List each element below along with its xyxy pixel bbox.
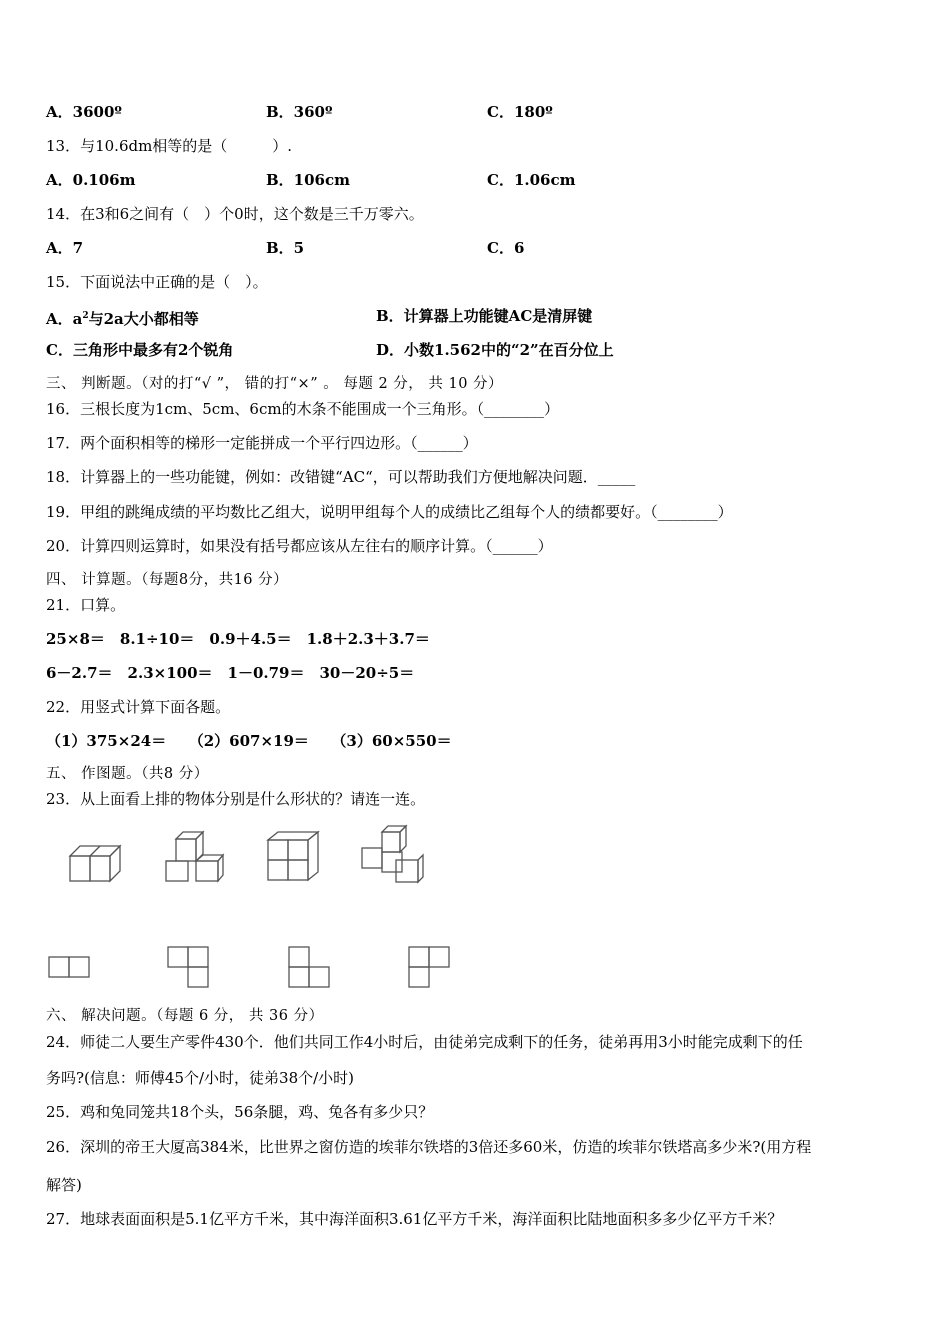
q12-option-a: A．3600º	[46, 103, 122, 121]
q25: 25．鸡和兔同笼共18个头，56条腿，鸡、兔各有多少只？	[46, 1103, 434, 1121]
section-4-heading: 四、 计算题。（每题8分，共16 分）	[46, 572, 289, 588]
top-view-shape-1	[46, 954, 92, 980]
q13-option-b: B．106cm	[266, 171, 350, 189]
q15-option-c: C．三角形中最多有2个锐角	[46, 341, 234, 359]
q21-row-1: 25×8＝ 8.1÷10＝ 0.9＋4.5＝ 1.8＋2.3＋3.7＝	[46, 630, 430, 648]
q14-option-c: C．6	[487, 239, 525, 257]
q26-line-1: 26．深圳的帝王大厦高384米，比世界之窗仿造的埃菲尔铁塔的3倍还多60米，仿造的埃菲尔铁塔高多少米?(用方程	[46, 1138, 812, 1156]
q23: 23．从上面看上排的物体分别是什么形状的？请连一连。	[46, 790, 426, 808]
q22-items: （1）375×24＝ （2）607×19＝ （3）60×550＝	[46, 732, 452, 750]
q17: 17．两个面积相等的梯形一定能拼成一个平行四边形。（______）	[46, 434, 478, 452]
q13-option-a: A．0.106m	[46, 171, 136, 189]
q12-option-b: B．360º	[266, 103, 333, 121]
q13-stem: 13．与10.6dm相等的是（ ）.	[46, 137, 293, 155]
q26-line-2: 解答)	[46, 1176, 82, 1194]
q21-row-2: 6－2.7＝ 2.3×100＝ 1－0.79＝ 30－20÷5＝	[46, 664, 415, 682]
cube-figure-2	[160, 826, 228, 888]
q27: 27．地球表面面积是5.1亿平方千米，其中海洋面积3.61亿平方千米，海洋面积比陆地面积多多少亿平方千米？	[46, 1210, 783, 1228]
top-view-shape-2	[165, 944, 213, 990]
cube-figure-4	[356, 822, 428, 888]
q19: 19．甲组的跳绳成绩的平均数比乙组大，说明甲组每个人的成绩比乙组每个人的绩都要好。（________）	[46, 503, 733, 521]
top-view-shape-4	[406, 944, 454, 990]
q13-option-c: C．1.06cm	[487, 171, 576, 189]
q24-line-1: 24．师徒二人要生产零件430个．他们共同工作4小时后，由徒弟完成剩下的任务，徒弟再用3小时能完成剩下的任	[46, 1033, 803, 1051]
q14-option-a: A．7	[46, 239, 84, 257]
q22: 22．用竖式计算下面各题。	[46, 698, 231, 716]
q15-option-a-exponent: 2	[82, 311, 89, 321]
q15-stem: 15．下面说法中正确的是（ ）。	[46, 273, 268, 291]
q18: 18．计算器上的一些功能键，例如：改错键“AC“，可以帮助我们方便地解决问题．_____	[46, 468, 636, 486]
q15-option-a-suffix: 与2a大小都相等	[88, 310, 199, 328]
section-6-heading: 六、 解决问题。（每题 6 分， 共 36 分）	[46, 1008, 324, 1024]
cube-figure-1	[62, 836, 128, 888]
q12-option-c: C．180º	[487, 103, 553, 121]
q14-option-b: B．5	[266, 239, 305, 257]
q14-stem: 14．在3和6之间有（ ）个0时，这个数是三千万零六。	[46, 205, 424, 223]
section-3-heading: 三、 判断题。（对的打“√ ”， 错的打“×” 。 每题 2 分， 共 10 分）	[46, 376, 504, 392]
q24-line-2: 务吗?(信息：师傅45个/小时，徒弟38个/小时)	[46, 1069, 355, 1087]
section-5-heading: 五、 作图题。（共8 分）	[46, 766, 209, 782]
q20: 20．计算四则运算时，如果没有括号都应该从左往右的顺序计算。（______）	[46, 537, 553, 555]
q21: 21．口算。	[46, 596, 126, 614]
top-view-shape-3	[286, 944, 334, 990]
cube-figure-3	[262, 826, 324, 888]
q15-option-a	[46, 306, 199, 329]
q15-option-d: D．小数1.562中的“2”在百分位上	[376, 341, 614, 359]
q15-option-a-prefix: A．a	[46, 310, 83, 328]
q16: 16．三根长度为1cm、5cm、6cm的木条不能围成一个三角形。（________）	[46, 400, 560, 418]
q15-option-b: B．计算器上功能键AC是清屏键	[376, 307, 593, 325]
